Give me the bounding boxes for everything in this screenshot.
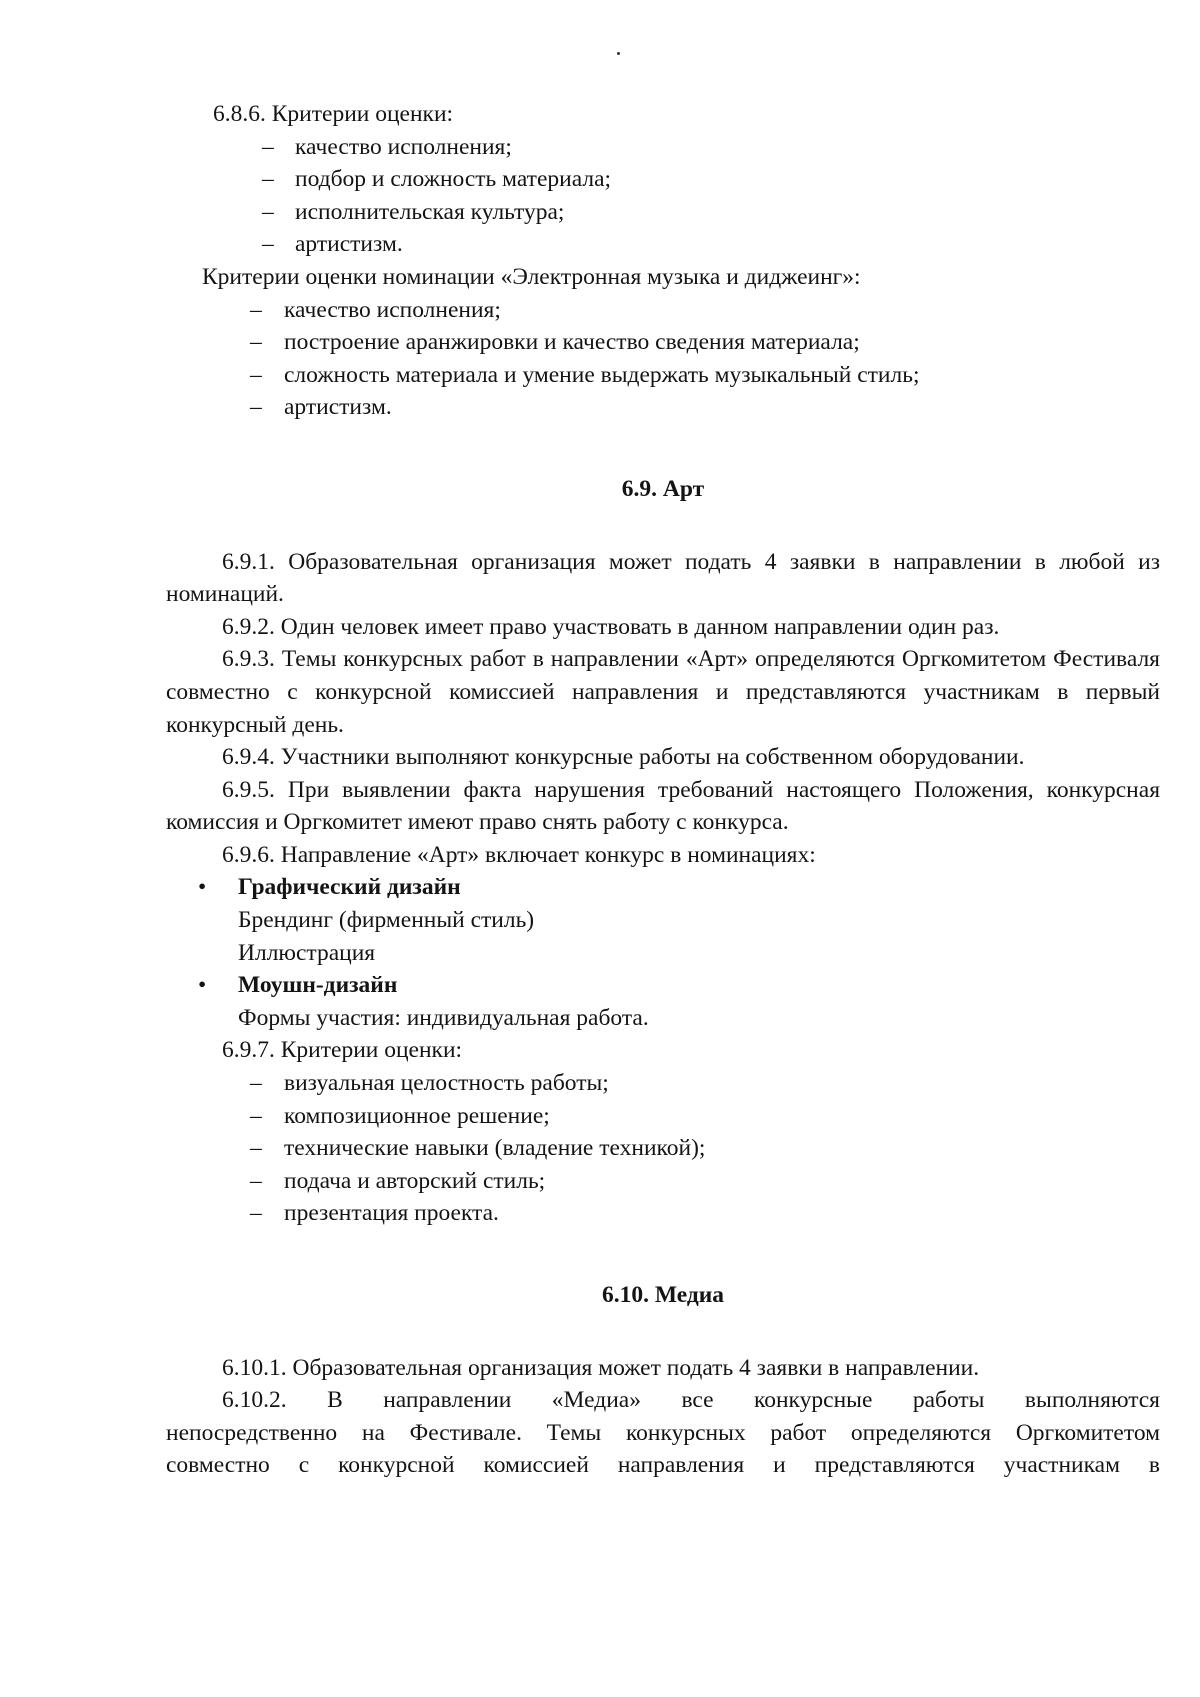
criteria-688-item: – качество исполнения; bbox=[166, 131, 1160, 164]
dash-mark: – bbox=[250, 1200, 262, 1227]
section-heading-art: 6.9. Арт bbox=[621, 475, 705, 502]
paragraph-6101: 6.10.1. Образовательная организация может подать 4 заявки в направлении. bbox=[222, 1354, 980, 1381]
electronic-criteria-item: – качество исполнения; bbox=[166, 294, 1160, 327]
paragraph-6102-line: совместно с конкурсной комиссией направления и представляются участникам в bbox=[166, 1452, 1160, 1479]
paragraph-694: 6.9.4. Участники выполняют конкурсные работы на собственном оборудовании. bbox=[222, 744, 1025, 771]
dash-mark: – bbox=[262, 166, 274, 193]
dash-mark: – bbox=[250, 1167, 262, 1194]
document-page bbox=[166, 98, 1160, 1482]
electronic-criteria-title: Критерии оценки номинации «Электронная музыка и диджеинг»: bbox=[202, 263, 861, 290]
scan-dot bbox=[617, 52, 620, 55]
dash-mark: – bbox=[250, 1102, 262, 1129]
criteria-697-item: – технические навыки (владение техникой); bbox=[166, 1132, 1160, 1165]
electronic-criteria-item: – сложность материала и умение выдержать музыкальный стиль; bbox=[166, 359, 1160, 392]
nomination-sub-item: Иллюстрация bbox=[238, 939, 376, 966]
nomination-sub-item: Формы участия: индивидуальная работа. bbox=[238, 1004, 649, 1031]
nomination-graphic-design: • Графический дизайн bbox=[166, 871, 1160, 904]
criteria-697-item: – подача и авторский стиль; bbox=[166, 1165, 1160, 1198]
paragraph-695: 6.9.5. При выявлении факта нарушения требований настоящего Положения, конкурсная комиссия и Оргкомитет имеют право снять работу с конкурса. bbox=[166, 776, 1160, 836]
dash-mark: – bbox=[262, 231, 274, 258]
paragraph-692: 6.9.2. Один человек имеет право участвовать в данном направлении один раз. bbox=[222, 613, 1000, 640]
electronic-criteria-item: – артистизм. bbox=[166, 391, 1160, 424]
nomination-sub-item: Брендинг (фирменный стиль) bbox=[238, 907, 535, 934]
criteria-697-item: – визуальная целостность работы; bbox=[166, 1067, 1160, 1100]
criteria-697-title: 6.9.7. Критерии оценки: bbox=[222, 1037, 463, 1064]
paragraph-696: 6.9.6. Направление «Арт» включает конкурс в номинациях: bbox=[222, 841, 816, 868]
paragraph-6102-line: непосредственно на Фестивале. Темы конкурсных работ определяются Оргкомитетом bbox=[166, 1419, 1160, 1446]
criteria-688-item: – исполнительская культура; bbox=[166, 196, 1160, 229]
bullet-mark: • bbox=[198, 874, 207, 901]
section-heading-media: 6.10. Медиа bbox=[601, 1282, 725, 1308]
bullet-mark: • bbox=[198, 972, 207, 999]
dash-mark: – bbox=[262, 198, 274, 225]
criteria-688-title: 6.8.6. Критерии оценки: bbox=[213, 101, 454, 127]
criteria-688-item: – артистизм. bbox=[166, 228, 1160, 261]
paragraph-691: 6.9.1. Образовательная организация может подать 4 заявки в направлении в любой из номинаций. bbox=[166, 548, 1160, 608]
criteria-697-item: – композиционное решение; bbox=[166, 1100, 1160, 1133]
dash-mark: – bbox=[250, 361, 262, 388]
dash-mark: – bbox=[250, 329, 262, 356]
nomination-motion-design: • Моушн-дизайн bbox=[166, 969, 1160, 1002]
paragraph-693: 6.9.3. Темы конкурсных работ в направлении «Арт» определяются Оргкомитетом Фестиваля совместно с конкурсной комиссией направления и представляются участникам в первый конкурсный день. bbox=[166, 646, 1160, 738]
criteria-688-item: – подбор и сложность материала; bbox=[166, 163, 1160, 196]
dash-mark: – bbox=[262, 133, 274, 160]
dash-mark: – bbox=[250, 1070, 262, 1097]
dash-mark: – bbox=[250, 394, 262, 421]
electronic-criteria-item: – построение аранжировки и качество сведения материала; bbox=[166, 326, 1160, 359]
paragraph-6102-line: 6.10.2. В направлении «Медиа» все конкурсные работы выполняются bbox=[222, 1387, 1160, 1414]
dash-mark: – bbox=[250, 296, 262, 323]
criteria-697-item: – презентация проекта. bbox=[166, 1197, 1160, 1230]
dash-mark: – bbox=[250, 1135, 262, 1162]
